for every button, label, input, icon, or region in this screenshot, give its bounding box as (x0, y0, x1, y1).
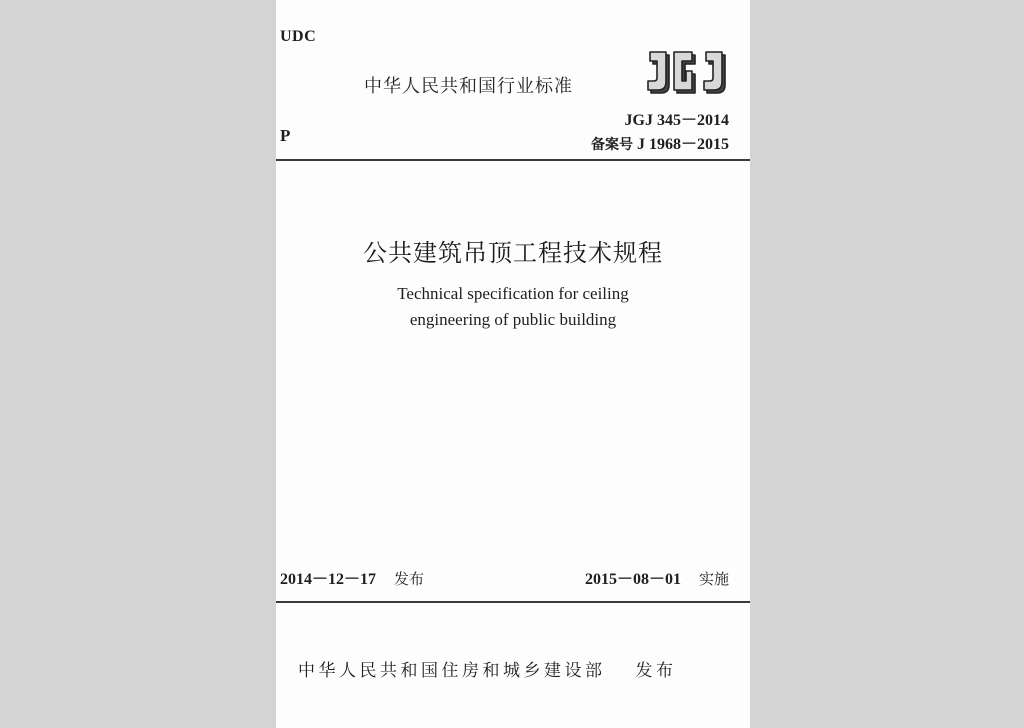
classification-code: P (280, 126, 291, 145)
jgj-logo-icon (636, 48, 732, 94)
standard-number: JGJ 345－2014 (624, 112, 729, 129)
implement-date-line (585, 566, 729, 589)
publisher-action: 发布 (635, 661, 677, 681)
header-divider (276, 159, 750, 161)
footer-divider (276, 601, 750, 603)
title-chinese: 公共建筑吊顶工程技术规程 (363, 239, 663, 267)
record-number: J 1968－2015 (636, 136, 729, 153)
implement-label: 实施 (698, 570, 729, 588)
standard-cover-page (276, 0, 750, 728)
record-prefix: 备案号 (590, 137, 633, 153)
title-english-line-1: Technical specification for ceiling (397, 284, 629, 303)
implement-date: 2015－08－01 (584, 571, 681, 588)
standard-category: 中华人民共和国行业标准 (364, 76, 573, 97)
issue-label: 发布 (394, 570, 425, 588)
publisher-name: 中华人民共和国住房和城乡建设部 (298, 661, 606, 681)
record-number-line (591, 131, 729, 154)
title-english-line-2: engineering of public building (409, 310, 617, 329)
publisher-line (298, 656, 677, 681)
issue-date: 2014－12－17 (280, 571, 377, 588)
udc-label: UDC (280, 28, 317, 45)
issue-date-line (280, 566, 424, 589)
